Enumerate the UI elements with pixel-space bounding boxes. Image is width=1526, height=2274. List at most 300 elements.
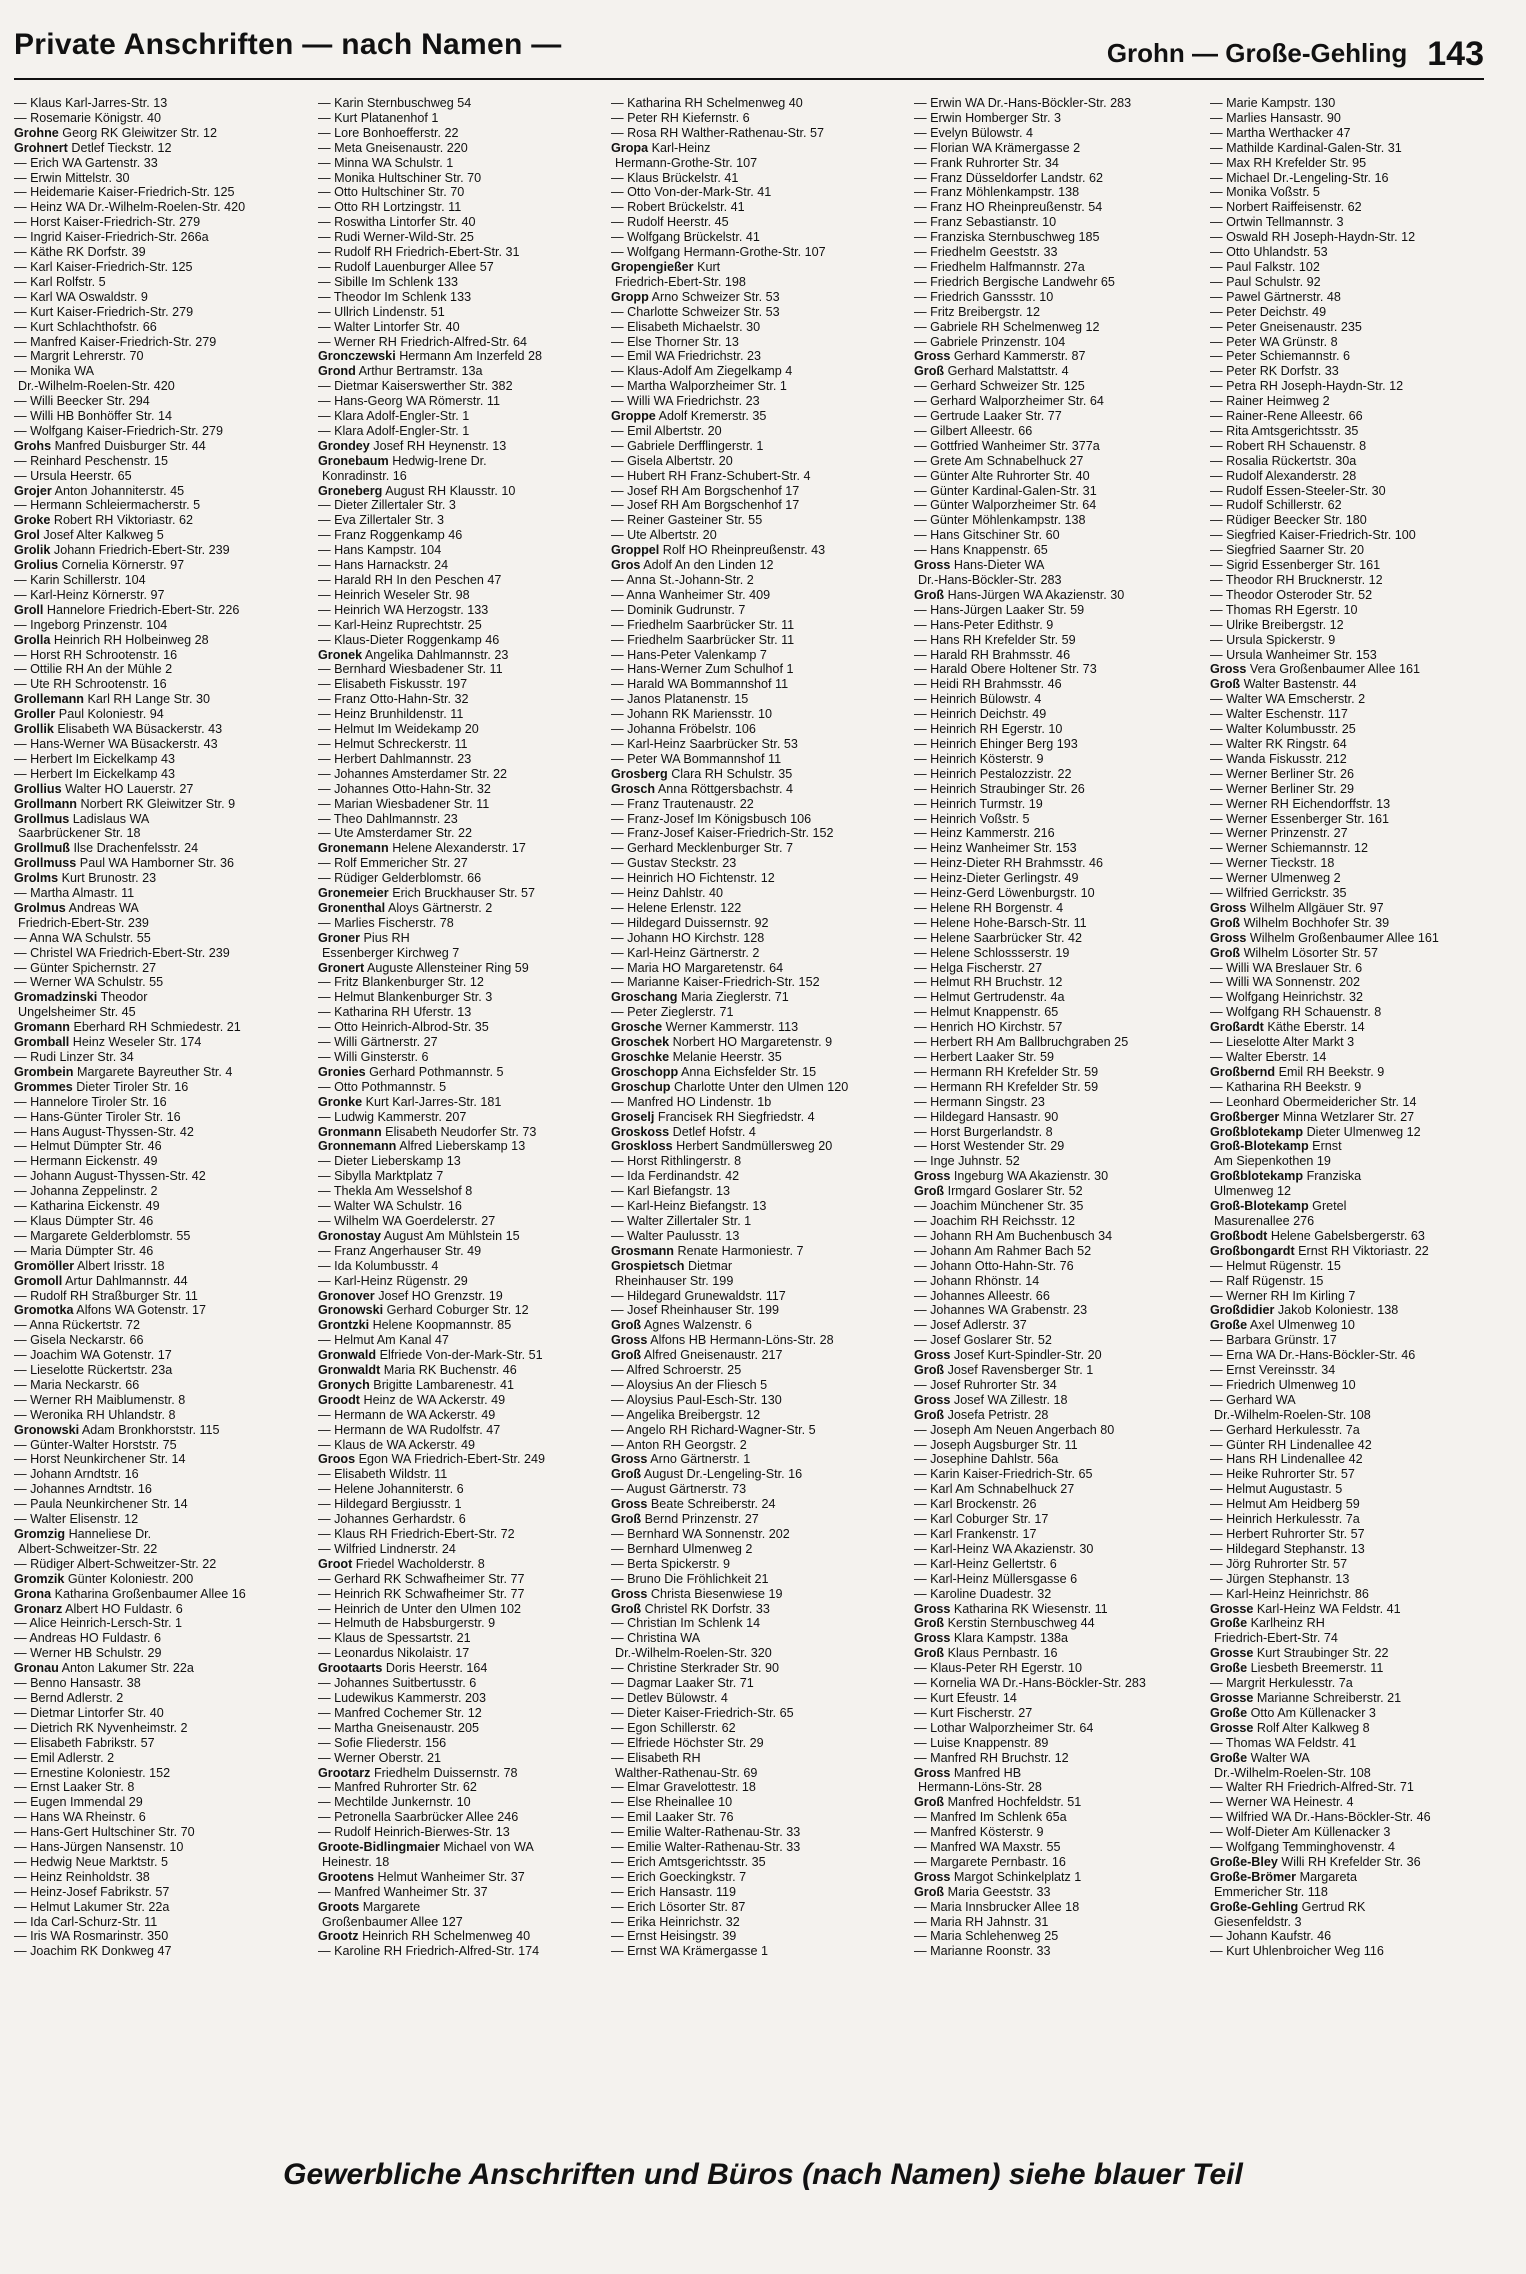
- entry-text: Rheinhauser Str. 199: [615, 1273, 734, 1288]
- surname: Gronczewski: [318, 349, 396, 364]
- entry-text: — Ernestine Koloniestr. 152: [14, 1765, 171, 1780]
- entry-text: Emil RH Beekstr. 9: [1278, 1064, 1385, 1079]
- directory-entry: [14, 1915, 312, 1930]
- entry-text: — Johann Arndtstr. 16: [14, 1467, 139, 1482]
- directory-entry: [318, 394, 616, 409]
- directory-entry: [1210, 1020, 1494, 1035]
- directory-entry: [611, 171, 909, 186]
- directory-entry: [1210, 812, 1494, 827]
- entry-text: — Katharina RH Beekstr. 9: [1210, 1079, 1362, 1094]
- directory-entry: [14, 1438, 312, 1453]
- directory-entry: [914, 185, 1212, 200]
- directory-entry: [14, 349, 312, 364]
- entry-text: — Walter Zillertaler Str. 1: [611, 1213, 752, 1228]
- directory-entry: [14, 648, 312, 663]
- directory-entry: [318, 1080, 616, 1095]
- directory-entry: [14, 1110, 312, 1125]
- entry-text: — Emil WA Friedrichstr. 23: [611, 349, 761, 364]
- directory-entry: [1210, 498, 1494, 513]
- entry-text: — Alfred Schroerstr. 25: [611, 1363, 742, 1378]
- entry-text: Clara RH Schulstr. 35: [671, 766, 793, 781]
- directory-entry: [914, 1795, 1212, 1810]
- directory-entry: [611, 1393, 909, 1408]
- surname: Gropp: [611, 289, 649, 304]
- entry-text: — Benno Hansastr. 38: [14, 1676, 141, 1691]
- entry-text: — Marian Wiesbadener Str. 11: [318, 796, 490, 811]
- surname: Große: [1210, 1705, 1248, 1720]
- entry-text: — Joseph Am Neuen Angerbach 80: [914, 1422, 1115, 1437]
- entry-text: — Rainer Heimweg 2: [1210, 394, 1330, 409]
- directory-entry: [1210, 767, 1494, 782]
- entry-text: — Karl Biefangstr. 13: [611, 1184, 731, 1199]
- entry-text: — Karl-Heinz Biefangstr. 13: [611, 1199, 767, 1214]
- entry-text: — Johannes Gerhardstr. 6: [318, 1512, 466, 1527]
- entry-text: — Siegfried Kaiser-Friedrich-Str. 100: [1210, 528, 1416, 543]
- directory-entry: [914, 1080, 1212, 1095]
- entry-text: — Friedhelm Halfmannstr. 27a: [914, 259, 1085, 274]
- directory-entry: [914, 1318, 1212, 1333]
- surname: Gross: [611, 1586, 648, 1601]
- surname: Grolmus: [14, 900, 66, 915]
- entry-text: — Klara Adolf-Engler-Str. 1: [318, 409, 470, 424]
- directory-entry: [914, 1259, 1212, 1274]
- surname: Groner: [318, 930, 360, 945]
- directory-entry: [1210, 364, 1494, 379]
- directory-entry: [914, 1244, 1212, 1259]
- directory-entry: [914, 1542, 1212, 1557]
- directory-entry: [14, 1229, 312, 1244]
- entry-text: Heinrich RH Schelmenweg 40: [362, 1929, 531, 1944]
- surname: Groß: [914, 1884, 945, 1899]
- column-2: [318, 96, 616, 2126]
- directory-entry: [914, 975, 1212, 990]
- directory-entry: [14, 975, 312, 990]
- entry-text: — Horst Neunkirchener Str. 14: [14, 1452, 186, 1467]
- entry-text: Wilhelm Allgäuer Str. 97: [1249, 900, 1384, 915]
- directory-entry: [611, 305, 909, 320]
- entry-text: — Rosalia Rückertstr. 30a: [1210, 453, 1357, 468]
- directory-entry: [14, 126, 312, 141]
- directory-entry: [14, 886, 312, 901]
- directory-entry: [1210, 543, 1494, 558]
- surname: Grootaarts: [318, 1661, 383, 1676]
- entry-text: — Walter Paulusstr. 13: [611, 1228, 740, 1243]
- entry-text: — Ida Carl-Schurz-Str. 11: [14, 1914, 158, 1929]
- entry-text: Erich Bruckhauser Str. 57: [392, 886, 535, 901]
- surname: Grolius: [14, 558, 59, 573]
- directory-entry: [318, 961, 616, 976]
- directory-entry: [1210, 1393, 1494, 1408]
- entry-text: — Johann RK Mariensstr. 10: [611, 707, 772, 722]
- entry-text: — Karl Am Schnabelhuck 27: [914, 1482, 1075, 1497]
- directory-entry: [1210, 1676, 1494, 1691]
- directory-entry: [14, 1348, 312, 1363]
- directory-entry: [611, 320, 909, 335]
- entry-text: — Mathilde Kardinal-Galen-Str. 31: [1210, 140, 1402, 155]
- entry-text: Paul Koloniestr. 94: [58, 707, 164, 722]
- directory-entry: [1210, 961, 1494, 976]
- directory-entry: [14, 1646, 312, 1661]
- entry-text: — Rudi Linzer Str. 34: [14, 1050, 134, 1064]
- entry-text: Egon WA Friedrich-Ebert-Str. 249: [358, 1452, 546, 1467]
- directory-entry: [14, 528, 312, 543]
- directory-entry: [914, 1706, 1212, 1721]
- directory-entry: [914, 931, 1212, 946]
- directory-entry: [1210, 320, 1494, 335]
- directory-entry: [318, 692, 616, 707]
- entry-text: — Günter Möhlenkampstr. 138: [914, 513, 1086, 528]
- directory-entry: [611, 1318, 909, 1333]
- entry-text: Saarbrückener Str. 18: [18, 826, 141, 841]
- directory-entry: [611, 349, 909, 364]
- directory-entry: [14, 409, 312, 424]
- entry-text: Anna Eichsfelder Str. 15: [680, 1064, 817, 1079]
- directory-entry: [1210, 618, 1494, 633]
- entry-text: — Otto RH Lortzingstr. 11: [318, 200, 462, 215]
- entry-text: — Werner RH Eichendorffstr. 13: [1210, 796, 1391, 811]
- directory-entry: [318, 975, 616, 990]
- entry-text: — Rüdiger Beecker Str. 180: [1210, 513, 1367, 528]
- entry-text: — Harald WA Bommannshof 11: [611, 677, 789, 692]
- directory-entry: [14, 707, 312, 722]
- entry-text: — Wilhelm WA Goerdelerstr. 27: [318, 1213, 496, 1228]
- surname: Groß: [914, 1407, 945, 1422]
- directory-entry: [14, 1184, 312, 1199]
- directory-entry: [611, 1005, 909, 1020]
- directory-entry: [611, 1944, 909, 1959]
- directory-entry: [14, 1512, 312, 1527]
- entry-text: Liesbeth Breemerstr. 11: [1250, 1661, 1384, 1676]
- surname: Groneberg: [318, 483, 383, 498]
- surname: Groos: [318, 1452, 356, 1467]
- surname: Groß: [914, 364, 945, 379]
- directory-entry: [14, 1542, 312, 1557]
- directory-entry: [1210, 1274, 1494, 1289]
- directory-entry: [14, 782, 312, 797]
- directory-entry: [318, 141, 616, 156]
- directory-entry: [318, 856, 616, 871]
- surname: Grohne: [14, 125, 59, 140]
- entry-text: — Willi Ginsterstr. 6: [318, 1050, 429, 1064]
- entry-text: — Walter WA Emscherstr. 2: [1210, 692, 1366, 707]
- directory-entry: [14, 1497, 312, 1512]
- entry-text: — Elmar Gravelottestr. 18: [611, 1780, 756, 1795]
- directory-entry: [611, 335, 909, 350]
- entry-text: — Florian WA Krämergasse 2: [914, 140, 1081, 155]
- directory-entry: [14, 1169, 312, 1184]
- directory-entry: [914, 1780, 1212, 1795]
- surname: Groß: [914, 587, 945, 602]
- entry-text: — Jörg Ruhrorter Str. 57: [1210, 1556, 1348, 1571]
- directory-entry: [1210, 1780, 1494, 1795]
- entry-text: Pius RH: [363, 930, 410, 945]
- directory-entry: [611, 1363, 909, 1378]
- surname: Großblotekamp: [1210, 1124, 1304, 1139]
- entry-text: — Heinrich Deichstr. 49: [914, 707, 1047, 722]
- entry-text: — Ludewikus Kammerstr. 203: [318, 1690, 486, 1705]
- entry-text: — Gertrude Laaker Str. 77: [914, 409, 1062, 424]
- entry-text: — Heinz Wanheimer Str. 153: [914, 841, 1077, 856]
- entry-text: Konradinstr. 16: [322, 468, 407, 483]
- directory-entry: [14, 1467, 312, 1482]
- surname: Groß-Blotekamp: [1210, 1139, 1309, 1154]
- directory-entry: [914, 1646, 1212, 1661]
- directory-entry: [611, 737, 909, 752]
- directory-entry: [1210, 513, 1494, 528]
- directory-entry: [1210, 737, 1494, 752]
- entry-text: — Margrit Lehrerstr. 70: [14, 349, 144, 364]
- entry-text: — Werner RH Friedrich-Alfred-Str. 64: [318, 334, 528, 349]
- directory-entry: [318, 379, 616, 394]
- entry-text: August RH Klausstr. 10: [385, 483, 516, 498]
- entry-text: — Karl-Heinz Saarbrücker Str. 53: [611, 736, 798, 751]
- entry-text: — Gabriele RH Schelmenweg 12: [914, 319, 1100, 334]
- directory-entry: [318, 424, 616, 439]
- entry-text: — Erna WA Dr.-Hans-Böckler-Str. 46: [1210, 1348, 1416, 1363]
- entry-text: Georg RK Gleiwitzer Str. 12: [62, 125, 217, 140]
- entry-text: — Kurt Fischerstr. 27: [914, 1705, 1033, 1720]
- directory-entry: [1210, 1408, 1494, 1423]
- directory-entry: [14, 1035, 312, 1050]
- entry-text: Albert-Schweitzer-Str. 22: [18, 1541, 158, 1556]
- entry-text: — Bruno Die Fröhlichkeit 21: [611, 1571, 769, 1586]
- directory-entry: [611, 454, 909, 469]
- directory-entry: [14, 1139, 312, 1154]
- entry-text: Margot Schinkelplatz 1: [953, 1869, 1082, 1884]
- directory-entry: [1210, 1915, 1494, 1930]
- directory-entry: [611, 498, 909, 513]
- directory-entry: [914, 1289, 1212, 1304]
- directory-entry: [14, 692, 312, 707]
- entry-text: — Maria Dümpter Str. 46: [14, 1243, 154, 1258]
- directory-entry: [1210, 1572, 1494, 1587]
- entry-text: — Wolfgang Brückelstr. 41: [611, 230, 760, 245]
- entry-text: Ernst: [1312, 1139, 1342, 1154]
- entry-text: — Heinz-Dieter Gerlingstr. 49: [914, 871, 1079, 886]
- entry-text: — Günter-Walter Horststr. 75: [14, 1437, 177, 1452]
- directory-entry: [914, 1512, 1212, 1527]
- directory-entry: [318, 96, 616, 111]
- directory-entry: [914, 1900, 1212, 1915]
- entry-text: Karl-Heinz: [651, 140, 711, 155]
- directory-entry: [914, 1602, 1212, 1617]
- directory-entry: [1210, 245, 1494, 260]
- entry-text: Heinz Weseler Str. 174: [72, 1035, 202, 1050]
- entry-text: — Hans-Günter Tiroler Str. 16: [14, 1109, 181, 1124]
- directory-entry: [611, 901, 909, 916]
- entry-text: — Karin Schillerstr. 104: [14, 573, 146, 587]
- entry-text: — Reinhard Peschenstr. 15: [14, 453, 169, 468]
- directory-entry: [14, 1870, 312, 1885]
- entry-text: Christa Biesenwiese 19: [650, 1586, 783, 1601]
- surname: Grosse: [1210, 1690, 1254, 1705]
- directory-entry: [914, 126, 1212, 141]
- directory-entry: [14, 737, 312, 752]
- directory-entry: [1210, 1661, 1494, 1676]
- directory-entry: [1210, 1721, 1494, 1736]
- directory-entry: [1210, 1944, 1494, 1959]
- directory-entry: [14, 1676, 312, 1691]
- directory-entry: [914, 96, 1212, 111]
- surname: Gromzig: [14, 1527, 66, 1541]
- directory-entry: [1210, 290, 1494, 305]
- surname: Groschek: [611, 1035, 670, 1050]
- entry-text: Elisabeth Neudorfer Str. 73: [385, 1124, 537, 1139]
- entry-text: — Joachim RK Donkweg 47: [14, 1944, 172, 1959]
- surname: Großdidier: [1210, 1303, 1275, 1318]
- directory-entry: [914, 1736, 1212, 1751]
- directory-entry: [318, 1423, 616, 1438]
- directory-entry: [14, 1303, 312, 1318]
- directory-entry: [14, 1125, 312, 1140]
- directory-entry: [1210, 1452, 1494, 1467]
- header-rule: [14, 78, 1484, 80]
- entry-text: — Erich Amtsgerichtsstr. 35: [611, 1854, 766, 1869]
- directory-entry: [14, 454, 312, 469]
- directory-entry: [14, 1259, 312, 1274]
- surname: Gronowski: [14, 1422, 80, 1437]
- surname: Gronke: [318, 1094, 363, 1109]
- entry-text: — Joseph Augsburger Str. 11: [914, 1437, 1078, 1452]
- directory-entry: [318, 603, 616, 618]
- directory-entry: [318, 1870, 616, 1885]
- directory-entry: [1210, 156, 1494, 171]
- surname: Gross: [611, 1452, 648, 1467]
- directory-entry: [914, 513, 1212, 528]
- entry-text: — Gottfried Wanheimer Str. 377a: [914, 438, 1100, 453]
- directory-entry: [14, 1199, 312, 1214]
- entry-text: — Werner Oberstr. 21: [318, 1750, 441, 1765]
- directory-entry: [611, 156, 909, 171]
- surname: Groller: [14, 707, 56, 722]
- entry-text: Walter HO Lauerstr. 27: [65, 781, 194, 796]
- entry-text: — Heidemarie Kaiser-Friedrich-Str. 125: [14, 185, 235, 200]
- surname: Grond: [318, 364, 356, 379]
- entry-text: — Werner Schiemannstr. 12: [1210, 841, 1368, 856]
- surname: Grosberg: [611, 766, 668, 781]
- directory-entry: [611, 797, 909, 812]
- directory-entry: [318, 1065, 616, 1080]
- directory-entry: [914, 1139, 1212, 1154]
- surname: Gross: [914, 1601, 951, 1616]
- entry-text: — Karl-Heinz Körnerstr. 97: [14, 587, 165, 602]
- entry-text: — Klaus de Spessartstr. 21: [318, 1631, 471, 1646]
- entry-text: — Rudolf Lauenburger Allee 57: [318, 259, 494, 274]
- directory-entry: [14, 320, 312, 335]
- entry-text: Agnes Walzenstr. 6: [643, 1318, 752, 1333]
- directory-entry: [318, 1035, 616, 1050]
- entry-text: — Frank Ruhrorter Str. 34: [914, 155, 1059, 170]
- entry-text: Helene Alexanderstr. 17: [392, 841, 526, 856]
- surname: Gronover: [318, 1288, 375, 1303]
- directory-entry: [1210, 990, 1494, 1005]
- entry-text: Aloys Gärtnerstr. 2: [387, 900, 493, 915]
- directory-entry: [1210, 1154, 1494, 1169]
- directory-entry: [318, 1199, 616, 1214]
- entry-text: — Helmuth de Habsburgerstr. 9: [318, 1616, 496, 1631]
- entry-text: — Lieselotte Rückertstr. 23a: [14, 1363, 173, 1378]
- entry-text: — Robert RH Schauenstr. 8: [1210, 438, 1367, 453]
- entry-text: Friedrich-Ebert-Str. 239: [18, 915, 149, 930]
- entry-text: — Marlies Fischerstr. 78: [318, 915, 454, 930]
- directory-entry: [1210, 886, 1494, 901]
- surname: Groschup: [611, 1079, 671, 1094]
- directory-entry: [318, 245, 616, 260]
- entry-text: — Johann Kaufstr. 46: [1210, 1929, 1332, 1944]
- entry-text: — Gerhard Herkulesstr. 7a: [1210, 1422, 1360, 1437]
- directory-entry: [318, 782, 616, 797]
- entry-text: Dr.-Wilhelm-Roelen-Str. 108: [1214, 1407, 1371, 1422]
- entry-text: — Ernst Vereinsstr. 34: [1210, 1363, 1336, 1378]
- entry-text: — Dietmar Kaiserswerther Str. 382: [318, 379, 513, 394]
- directory-entry: [611, 588, 909, 603]
- directory-entry: [318, 841, 616, 856]
- directory-entry: [914, 826, 1212, 841]
- surname: Groß: [611, 1601, 642, 1616]
- surname: Gronies: [318, 1064, 366, 1079]
- directory-entry: [318, 1154, 616, 1169]
- directory-entry: [14, 1482, 312, 1497]
- directory-entry: [1210, 171, 1494, 186]
- directory-entry: [914, 1214, 1212, 1229]
- entry-text: — Kornelia WA Dr.-Hans-Böckler-Str. 283: [914, 1676, 1146, 1691]
- directory-entry: [914, 648, 1212, 663]
- directory-entry: [1210, 126, 1494, 141]
- section-title: Private Anschriften — nach Namen —: [14, 28, 562, 61]
- directory-entry: [914, 662, 1212, 677]
- directory-entry: [318, 1646, 616, 1661]
- surname: Großbongardt: [1210, 1243, 1295, 1258]
- surname: Groß: [611, 1348, 642, 1363]
- directory-entry: [14, 215, 312, 230]
- entry-text: — Herbert RH Am Ballbruchgraben 25: [914, 1035, 1129, 1050]
- directory-entry: [14, 1423, 312, 1438]
- entry-text: — Werner WA Schulstr. 55: [14, 975, 164, 990]
- directory-entry: [1210, 275, 1494, 290]
- entry-text: — Hermann de WA Rudolfstr. 47: [318, 1422, 501, 1437]
- entry-text: Helene Koopmannstr. 85: [372, 1318, 512, 1333]
- directory-entry: [318, 722, 616, 737]
- entry-text: Elfriede Von-der-Mark-Str. 51: [379, 1348, 543, 1363]
- entry-text: — Bernhard Ulmenweg 2: [611, 1541, 753, 1556]
- directory-entry: [914, 871, 1212, 886]
- directory-entry: [611, 1497, 909, 1512]
- entry-text: — Otto Hultschiner Str. 70: [318, 185, 465, 200]
- entry-text: Anton Lakumer Str. 22a: [61, 1661, 194, 1676]
- entry-text: — Gisela Albertstr. 20: [611, 453, 733, 468]
- entry-text: — Emil Albertstr. 20: [611, 423, 722, 438]
- surname: Gronostay: [318, 1228, 381, 1243]
- entry-text: — Reiner Gasteiner Str. 55: [611, 513, 763, 528]
- directory-entry: [611, 1512, 909, 1527]
- entry-text: Katharina Großenbaumer Allee 16: [54, 1586, 246, 1601]
- entry-text: Josef Alter Kalkweg 5: [43, 528, 164, 543]
- directory-entry: [318, 1602, 616, 1617]
- directory-entry: [611, 1274, 909, 1289]
- directory-entry: [611, 812, 909, 827]
- directory-entry: [318, 871, 616, 886]
- entry-text: — Günter Alte Ruhrorter Str. 40: [914, 468, 1090, 483]
- directory-entry: [14, 1795, 312, 1810]
- surname: Grosse: [1210, 1720, 1254, 1735]
- entry-text: — Willi WA Friedrichstr. 23: [611, 394, 760, 409]
- directory-entry: [1210, 901, 1494, 916]
- surname: Gross: [611, 1497, 648, 1512]
- entry-text: — Robert Brückelstr. 41: [611, 200, 745, 215]
- entry-text: — Werner Prinzenstr. 27: [1210, 826, 1348, 841]
- entry-text: — Wolfgang RH Schauenstr. 8: [1210, 1005, 1382, 1020]
- entry-text: — Leonardus Nikolaistr. 17: [318, 1646, 470, 1661]
